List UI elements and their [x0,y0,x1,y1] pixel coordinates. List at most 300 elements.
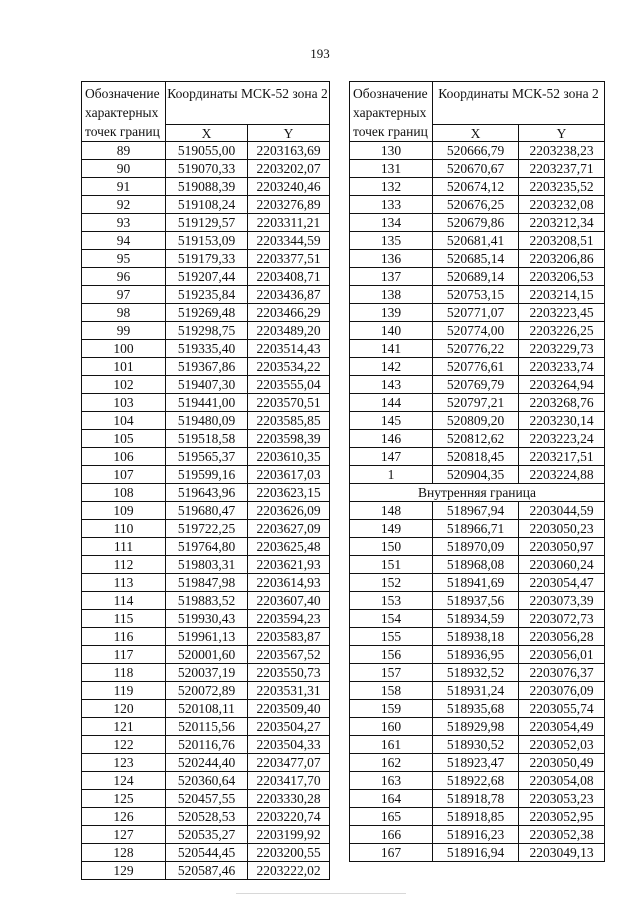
point-number-cell: 122 [82,736,166,754]
x-coordinate-cell: 519129,57 [166,214,248,232]
y-coordinate-cell: 2203237,71 [519,160,605,178]
y-coordinate-cell: 2203477,07 [248,754,330,772]
x-coordinate-cell: 518918,85 [433,808,519,826]
point-number-cell: 161 [350,736,433,754]
x-coordinate-cell: 519055,00 [166,142,248,160]
x-coordinate-cell: 519599,16 [166,466,248,484]
y-coordinate-cell: 2203330,28 [248,790,330,808]
y-coordinate-cell: 2203217,51 [519,448,605,466]
point-number-cell: 104 [82,412,166,430]
x-coordinate-cell: 519441,00 [166,394,248,412]
point-number-cell: 164 [350,790,433,808]
y-coordinate-cell: 2203232,08 [519,196,605,214]
y-coordinate-cell: 2203049,13 [519,844,605,862]
x-coordinate-cell: 519088,39 [166,178,248,196]
point-number-cell: 91 [82,178,166,196]
table-row [82,250,330,268]
x-coordinate-cell: 518930,52 [433,736,519,754]
x-coordinate-cell: 520809,20 [433,412,519,430]
table-row [350,286,605,304]
point-number-cell: 166 [350,826,433,844]
point-number-cell: 158 [350,682,433,700]
y-coordinate-cell: 2203598,39 [248,430,330,448]
table-row [350,358,605,376]
y-coordinate-cell: 2203208,51 [519,232,605,250]
point-number-cell: 150 [350,538,433,556]
y-coordinate-cell: 2203233,74 [519,358,605,376]
point-number-cell: 90 [82,160,166,178]
x-coordinate-cell: 520360,64 [166,772,248,790]
y-coordinate-cell: 2203044,59 [519,502,605,520]
y-coordinate-cell: 2203489,20 [248,322,330,340]
y-coordinate-cell: 2203617,03 [248,466,330,484]
x-coordinate-cell: 518966,71 [433,520,519,538]
point-number-cell: 165 [350,808,433,826]
table-row [82,628,330,646]
table-row [350,178,605,196]
table-row [82,376,330,394]
y-coordinate-cell: 2203534,22 [248,358,330,376]
x-coordinate-cell: 518938,18 [433,628,519,646]
y-coordinate-cell: 2203585,85 [248,412,330,430]
point-number-cell: 154 [350,610,433,628]
point-number-cell: 144 [350,394,433,412]
table-row [350,574,605,592]
table-row [350,394,605,412]
point-number-cell: 92 [82,196,166,214]
y-coordinate-cell: 2203223,24 [519,430,605,448]
point-number-cell: 109 [82,502,166,520]
x-coordinate-cell: 520679,86 [433,214,519,232]
point-number-cell: 118 [82,664,166,682]
x-coordinate-cell: 519207,44 [166,268,248,286]
x-coordinate-cell: 519367,86 [166,358,248,376]
table-row [82,646,330,664]
table-row [82,556,330,574]
x-coordinate-cell: 520457,55 [166,790,248,808]
point-number-cell: 128 [82,844,166,862]
y-coordinate-cell: 2203311,21 [248,214,330,232]
y-coordinate-cell: 2203052,95 [519,808,605,826]
point-number-cell: 139 [350,304,433,322]
x-coordinate-cell: 520108,11 [166,700,248,718]
x-coordinate-cell: 520037,19 [166,664,248,682]
point-number-cell: 106 [82,448,166,466]
x-coordinate-cell: 518937,56 [433,592,519,610]
table-row [82,394,330,412]
x-coordinate-cell: 519930,43 [166,610,248,628]
point-number-cell: 145 [350,412,433,430]
x-coordinate-cell: 520774,00 [433,322,519,340]
point-number-cell: 116 [82,628,166,646]
x-coordinate-cell: 518941,69 [433,574,519,592]
y-coordinate-cell: 2203531,31 [248,682,330,700]
y-coordinate-cell: 2203610,35 [248,448,330,466]
y-coordinate-cell: 2203052,03 [519,736,605,754]
point-number-cell: 157 [350,664,433,682]
table-row [82,844,330,862]
point-number-cell: 119 [82,682,166,700]
y-coordinate-cell: 2203222,02 [248,862,330,880]
point-number-cell: 152 [350,574,433,592]
point-number-cell: 123 [82,754,166,772]
table-row [350,826,605,844]
x-coordinate-cell: 519298,75 [166,322,248,340]
y-coordinate-cell: 2203206,53 [519,268,605,286]
point-number-cell: 93 [82,214,166,232]
y-coordinate-cell: 2203504,33 [248,736,330,754]
x-coordinate-cell: 519961,13 [166,628,248,646]
x-coordinate-cell: 518918,78 [433,790,519,808]
header-row [350,82,605,125]
y-coordinate-cell: 2203202,07 [248,160,330,178]
section-row [350,484,605,502]
point-number-cell: 101 [82,358,166,376]
x-coordinate-cell: 518929,98 [433,718,519,736]
scan-edge-line [236,893,406,894]
x-coordinate-cell: 519680,47 [166,502,248,520]
x-coordinate-cell: 518922,68 [433,772,519,790]
point-number-cell: 95 [82,250,166,268]
point-number-cell: 114 [82,592,166,610]
x-column-header: X [166,125,248,142]
point-number-cell: 126 [82,808,166,826]
x-coordinate-cell: 519643,96 [166,484,248,502]
y-coordinate-cell: 2203504,27 [248,718,330,736]
table-row [82,358,330,376]
x-coordinate-cell: 520753,15 [433,286,519,304]
x-coordinate-cell: 519565,37 [166,448,248,466]
x-coordinate-cell: 519803,31 [166,556,248,574]
table-row [350,736,605,754]
table-row [82,484,330,502]
table-row [350,232,605,250]
table-row [350,376,605,394]
table-row [82,718,330,736]
point-number-cell: 102 [82,376,166,394]
y-coordinate-cell: 2203264,94 [519,376,605,394]
y-coordinate-cell: 2203050,49 [519,754,605,772]
table-row [82,538,330,556]
x-coordinate-cell: 519269,48 [166,304,248,322]
table-row [82,286,330,304]
x-coordinate-cell: 520685,14 [433,250,519,268]
point-number-cell: 124 [82,772,166,790]
y-coordinate-cell: 2203053,23 [519,790,605,808]
table-row [82,304,330,322]
x-coordinate-cell: 519335,40 [166,340,248,358]
table-row [82,754,330,772]
y-coordinate-cell: 2203626,09 [248,502,330,520]
y-coordinate-cell: 2203050,23 [519,520,605,538]
table-row [82,502,330,520]
table-row [82,772,330,790]
point-number-cell: 100 [82,340,166,358]
y-coordinate-cell: 2203200,55 [248,844,330,862]
table-row [350,196,605,214]
x-coordinate-cell: 519764,80 [166,538,248,556]
x-coordinate-cell: 520244,40 [166,754,248,772]
table-row [350,538,605,556]
point-number-cell: 115 [82,610,166,628]
x-coordinate-cell: 518932,52 [433,664,519,682]
x-coordinate-cell: 518931,24 [433,682,519,700]
table-row [82,736,330,754]
table-row [350,772,605,790]
x-coordinate-cell: 520676,25 [433,196,519,214]
x-coordinate-cell: 519883,52 [166,592,248,610]
x-coordinate-cell: 520670,67 [433,160,519,178]
y-column-header: Y [519,125,605,142]
point-number-cell: 127 [82,826,166,844]
y-coordinate-cell: 2203224,88 [519,466,605,484]
table-row [350,664,605,682]
table-row [350,214,605,232]
inner-boundary-label: Внутренняя граница [350,484,605,502]
y-coordinate-cell: 2203466,29 [248,304,330,322]
table-row [82,862,330,880]
table-row [350,466,605,484]
y-coordinate-cell: 2203417,70 [248,772,330,790]
point-number-cell: 98 [82,304,166,322]
table-row [350,610,605,628]
x-coordinate-cell: 520115,56 [166,718,248,736]
y-coordinate-cell: 2203076,37 [519,664,605,682]
y-coordinate-cell: 2203206,86 [519,250,605,268]
table-row [82,430,330,448]
y-coordinate-cell: 2203594,23 [248,610,330,628]
x-coordinate-cell: 520072,89 [166,682,248,700]
y-coordinate-cell: 2203623,15 [248,484,330,502]
point-number-cell: 167 [350,844,433,862]
point-number-cell: 160 [350,718,433,736]
x-coordinate-cell: 519407,30 [166,376,248,394]
table-row [82,592,330,610]
x-coordinate-cell: 519179,33 [166,250,248,268]
y-coordinate-cell: 2203163,69 [248,142,330,160]
table-row [350,340,605,358]
point-number-cell: 162 [350,754,433,772]
table-row [350,790,605,808]
x-coordinate-cell: 520001,60 [166,646,248,664]
point-number-cell: 96 [82,268,166,286]
point-number-cell: 107 [82,466,166,484]
point-number-cell: 99 [82,322,166,340]
y-coordinate-cell: 2203583,87 [248,628,330,646]
point-number-cell: 108 [82,484,166,502]
point-number-cell: 134 [350,214,433,232]
x-coordinate-cell: 520681,41 [433,232,519,250]
y-coordinate-cell: 2203235,52 [519,178,605,196]
x-coordinate-cell: 520812,62 [433,430,519,448]
table-row [350,808,605,826]
y-coordinate-cell: 2203214,15 [519,286,605,304]
y-coordinate-cell: 2203238,23 [519,142,605,160]
y-coordinate-cell: 2203056,01 [519,646,605,664]
table-row [82,610,330,628]
table-row [350,646,605,664]
y-coordinate-cell: 2203229,73 [519,340,605,358]
table-row [82,682,330,700]
point-number-cell: 135 [350,232,433,250]
point-number-cell: 155 [350,628,433,646]
table-row [350,322,605,340]
y-coordinate-cell: 2203230,14 [519,412,605,430]
y-coordinate-cell: 2203055,74 [519,700,605,718]
y-column-header: Y [248,125,330,142]
y-coordinate-cell: 2203514,43 [248,340,330,358]
point-number-cell: 136 [350,250,433,268]
x-coordinate-cell: 520674,12 [433,178,519,196]
point-number-cell: 111 [82,538,166,556]
point-number-cell: 159 [350,700,433,718]
x-column-header: X [433,125,519,142]
table-row [82,322,330,340]
y-coordinate-cell: 2203212,34 [519,214,605,232]
point-number-cell: 94 [82,232,166,250]
point-number-cell: 97 [82,286,166,304]
x-coordinate-cell: 520689,14 [433,268,519,286]
x-coordinate-cell: 520544,45 [166,844,248,862]
point-number-cell: 112 [82,556,166,574]
table-row [82,196,330,214]
x-coordinate-cell: 520776,61 [433,358,519,376]
y-coordinate-cell: 2203073,39 [519,592,605,610]
point-number-cell: 121 [82,718,166,736]
y-coordinate-cell: 2203607,40 [248,592,330,610]
point-number-cell: 113 [82,574,166,592]
x-coordinate-cell: 518916,94 [433,844,519,862]
table-row [82,178,330,196]
point-number-cell: 146 [350,430,433,448]
point-number-cell: 148 [350,502,433,520]
point-designation-header: Обозначение характерных точек границ [82,82,166,142]
table-row [82,214,330,232]
y-coordinate-cell: 2203627,09 [248,520,330,538]
table-row [350,682,605,700]
table-row [350,628,605,646]
table-row [82,268,330,286]
y-coordinate-cell: 2203550,73 [248,664,330,682]
y-coordinate-cell: 2203226,25 [519,322,605,340]
point-number-cell: 143 [350,376,433,394]
x-coordinate-cell: 519153,09 [166,232,248,250]
x-coordinate-cell: 520818,45 [433,448,519,466]
x-coordinate-cell: 518967,94 [433,502,519,520]
point-number-cell: 133 [350,196,433,214]
x-coordinate-cell: 520666,79 [433,142,519,160]
point-number-cell: 110 [82,520,166,538]
table-row [350,520,605,538]
table-row [350,502,605,520]
coordinate-system-header: Координаты МСК-52 зона 2 [166,82,330,125]
table-row [350,304,605,322]
table-row [350,250,605,268]
table-row [82,142,330,160]
y-coordinate-cell: 2203076,09 [519,682,605,700]
table-row [350,412,605,430]
table-row [82,520,330,538]
point-number-cell: 151 [350,556,433,574]
x-coordinate-cell: 520587,46 [166,862,248,880]
y-coordinate-cell: 2203555,04 [248,376,330,394]
point-number-cell: 132 [350,178,433,196]
y-coordinate-cell: 2203050,97 [519,538,605,556]
y-coordinate-cell: 2203567,52 [248,646,330,664]
x-coordinate-cell: 518936,95 [433,646,519,664]
page-number: 193 [310,46,330,61]
x-coordinate-cell: 519847,98 [166,574,248,592]
table-row [350,700,605,718]
table-row [350,268,605,286]
y-coordinate-cell: 2203621,93 [248,556,330,574]
x-coordinate-cell: 518968,08 [433,556,519,574]
point-number-cell: 141 [350,340,433,358]
point-number-cell: 117 [82,646,166,664]
x-coordinate-cell: 520797,21 [433,394,519,412]
x-coordinate-cell: 519235,84 [166,286,248,304]
x-coordinate-cell: 518923,47 [433,754,519,772]
table-row [350,592,605,610]
x-coordinate-cell: 518970,09 [433,538,519,556]
y-coordinate-cell: 2203268,76 [519,394,605,412]
y-coordinate-cell: 2203570,51 [248,394,330,412]
point-number-cell: 103 [82,394,166,412]
point-number-cell: 156 [350,646,433,664]
point-number-cell: 130 [350,142,433,160]
point-number-cell: 142 [350,358,433,376]
y-coordinate-cell: 2203436,87 [248,286,330,304]
coordinates-table-left [81,81,330,880]
y-coordinate-cell: 2203052,38 [519,826,605,844]
table-row [350,844,605,862]
y-coordinate-cell: 2203408,71 [248,268,330,286]
x-coordinate-cell: 520535,27 [166,826,248,844]
point-number-cell: 1 [350,466,433,484]
table-row [82,826,330,844]
point-number-cell: 131 [350,160,433,178]
x-coordinate-cell: 518935,68 [433,700,519,718]
y-coordinate-cell: 2203509,40 [248,700,330,718]
table-row [82,790,330,808]
point-number-cell: 163 [350,772,433,790]
y-coordinate-cell: 2203240,46 [248,178,330,196]
table-row [82,664,330,682]
point-number-cell: 137 [350,268,433,286]
point-number-cell: 120 [82,700,166,718]
x-coordinate-cell: 518934,59 [433,610,519,628]
x-coordinate-cell: 520769,79 [433,376,519,394]
x-coordinate-cell: 518916,23 [433,826,519,844]
point-number-cell: 138 [350,286,433,304]
x-coordinate-cell: 519722,25 [166,520,248,538]
table-row [82,232,330,250]
x-coordinate-cell: 520776,22 [433,340,519,358]
x-coordinate-cell: 519108,24 [166,196,248,214]
point-number-cell: 147 [350,448,433,466]
y-coordinate-cell: 2203614,93 [248,574,330,592]
point-number-cell: 140 [350,322,433,340]
point-number-cell: 105 [82,430,166,448]
x-coordinate-cell: 519518,58 [166,430,248,448]
y-coordinate-cell: 2203054,08 [519,772,605,790]
y-coordinate-cell: 2203223,45 [519,304,605,322]
x-coordinate-cell: 519480,09 [166,412,248,430]
point-number-cell: 125 [82,790,166,808]
y-coordinate-cell: 2203276,89 [248,196,330,214]
table-row [350,160,605,178]
table-row [350,556,605,574]
